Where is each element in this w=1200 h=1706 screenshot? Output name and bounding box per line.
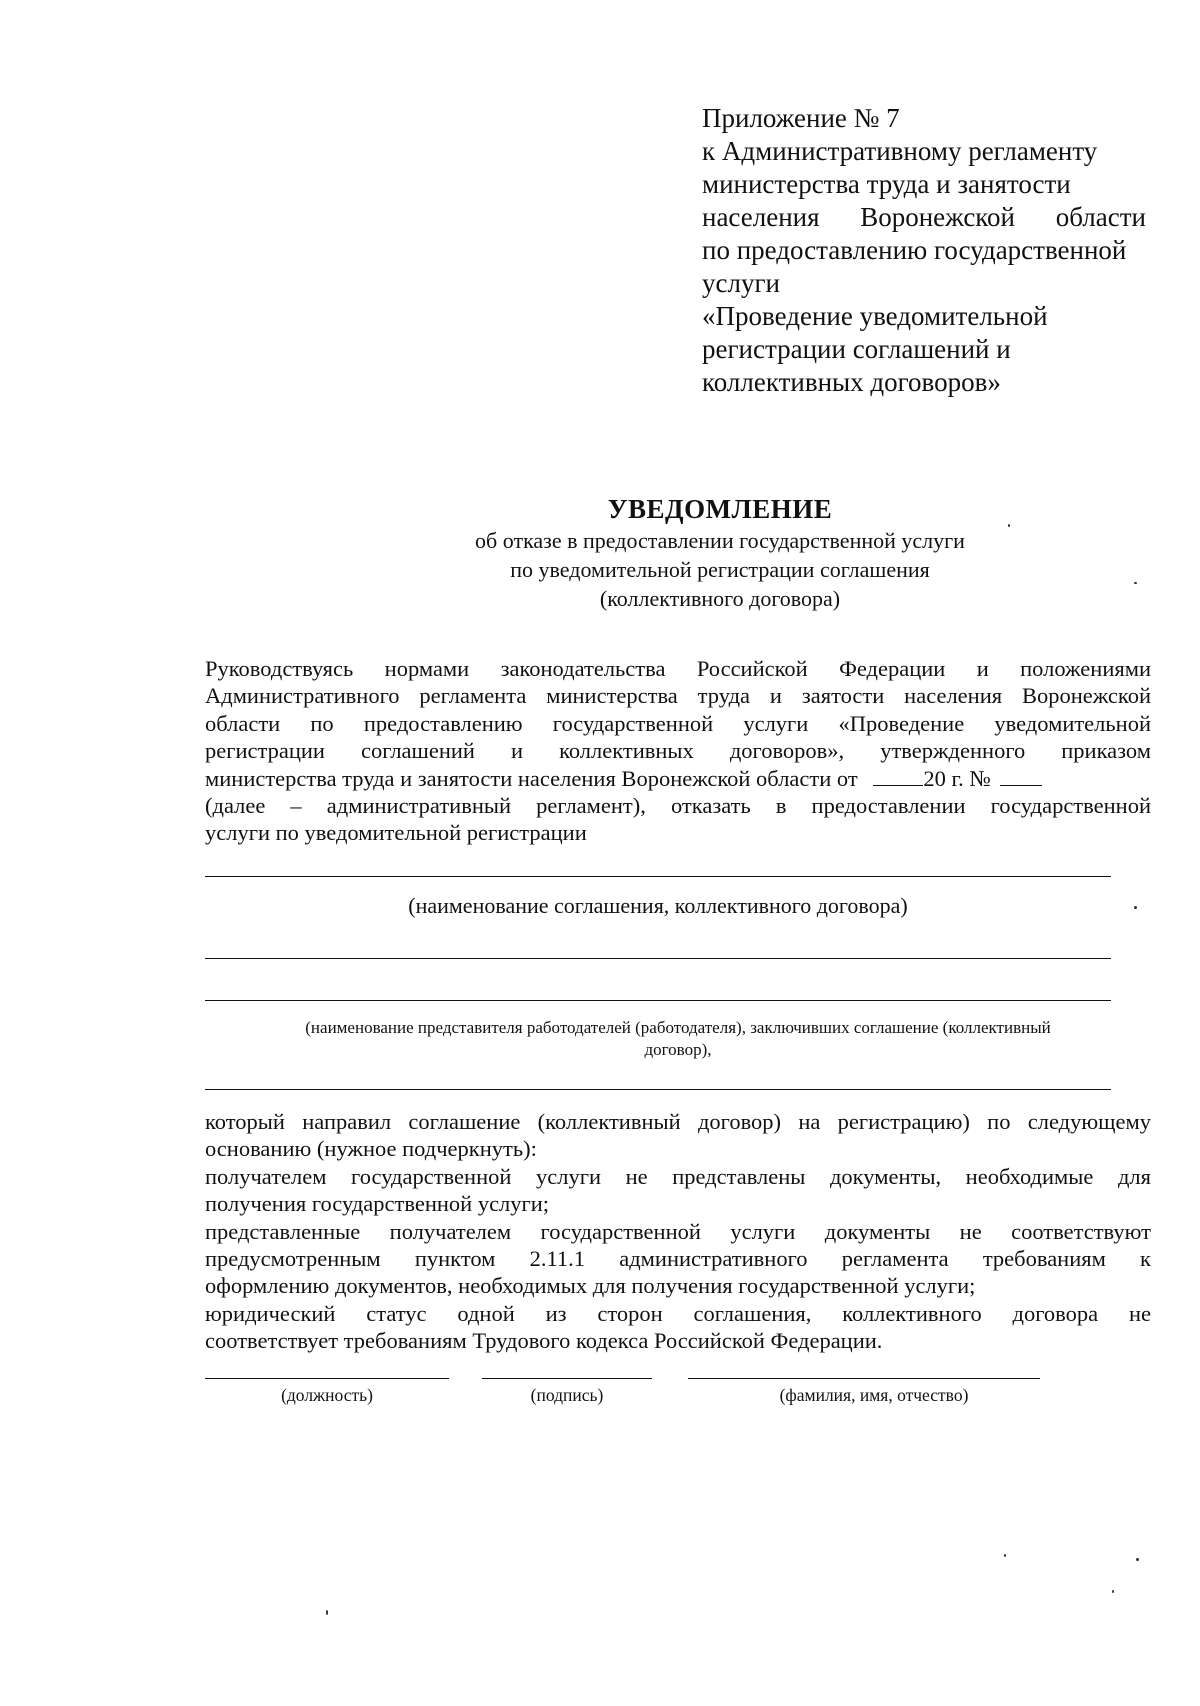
paragraph-line: который направил соглашение (коллективный договор) на регистрацию) по следующему [205,1109,1151,1134]
position-caption: (должность) [281,1385,373,1405]
paragraph-line: получателем государственной услуги не представлены документы, необходимые для [205,1163,1151,1189]
appendix-line: по предоставлению государственной [702,235,1127,265]
scan-speck [1136,1558,1139,1561]
paragraph-line: юридический статус одной из сторон соглашения, коллективного договора не [205,1300,1151,1326]
appendix-line: услуги [702,268,780,298]
order-year-number: 20 г. № [923,765,991,791]
appendix-word: населения [702,202,820,232]
title-block [340,492,1100,613]
paragraph-line: оформлению документов, необходимых для получения государственной услуги; [205,1273,976,1299]
signature-caption: (подпись) [530,1385,604,1405]
agreement-name-caption: (наименование соглашения, коллективного договора) [408,893,908,918]
signature-line[interactable] [482,1378,652,1379]
scan-speck [1008,524,1010,527]
paragraph-line: соответствует требованиям Трудового кодекса Российской Федерации. [205,1328,883,1354]
scan-speck [1112,1590,1114,1593]
agreement-name-line-2[interactable] [205,958,1111,959]
employer-name-line-2[interactable] [205,1089,1111,1090]
paragraph-line: услуги по уведомительной регистрации [205,820,587,846]
paragraph-line: (далее – административный регламент), отказать в предоставлении государственной [205,793,1151,819]
full-name-line[interactable] [688,1378,1040,1379]
appendix-word: Воронежской [860,202,1016,232]
paragraph-line-with-blanks [205,765,1151,792]
main-paragraph [205,655,1151,847]
order-date-prefix: министерства труда и занятости населения Воронежской области от [205,765,858,791]
full-name-caption: (фамилия, имя, отчество) [779,1385,969,1405]
date-blank[interactable] [873,765,923,786]
employer-name-line[interactable] [205,1000,1111,1001]
paragraph-line: получения государственной услуги; [205,1191,550,1217]
scan-speck [1004,1554,1006,1557]
grounds-paragraph [205,1108,1151,1355]
document-subtitle-line: об отказе в предоставлении государственной услуги [475,528,965,553]
appendix-header [702,102,1150,399]
paragraph-line: области по предоставлению государственной услуги «Проведение уведомительной [205,710,1151,736]
position-line[interactable] [205,1378,449,1379]
order-number-blank[interactable] [1000,765,1042,786]
document-subtitle-line: (коллективного договора) [599,586,841,611]
paragraph-line: Руководствуясь нормами законодательства Российской Федерации и положениями [205,656,1151,681]
agreement-name-line[interactable] [205,876,1111,877]
document-title: УВЕДОМЛЕНИЕ [607,494,833,524]
employer-caption-line: договор), [644,1040,712,1059]
paragraph-line: представленные получателем государственной услуги документы не соответствуют [205,1218,1151,1244]
paragraph-line: основанию (нужное подчеркнуть): [205,1136,537,1162]
appendix-line: Приложение № 7 [702,103,900,133]
scan-speck [326,1610,328,1615]
scan-speck [1134,582,1137,584]
employer-caption-line: (наименование представителя работодателей (работодателя), заключивших соглашение (коллективный [305,1018,1051,1037]
paragraph-line: регистрации соглашений и коллективных договоров», утвержденного приказом [205,738,1151,764]
appendix-line: регистрации соглашений и [702,334,1011,364]
appendix-line: «Проведение уведомительной [702,301,1048,331]
appendix-line: к Административному регламенту [702,136,1098,166]
paragraph-line: предусмотренным пунктом 2.11.1 административного регламента требованиям к [205,1246,1151,1272]
document-subtitle-line: по уведомительной регистрации соглашения [510,557,930,582]
appendix-line: министерства труда и занятости [702,169,1071,199]
employer-name-caption [205,1017,1151,1061]
paragraph-line: Административного регламента министерства труда и заятости населения Воронежской [205,683,1151,709]
appendix-line-justified [702,201,1146,234]
appendix-line: коллективных договоров» [702,367,1001,397]
scan-speck [1134,906,1137,909]
appendix-word: области [1055,202,1146,232]
